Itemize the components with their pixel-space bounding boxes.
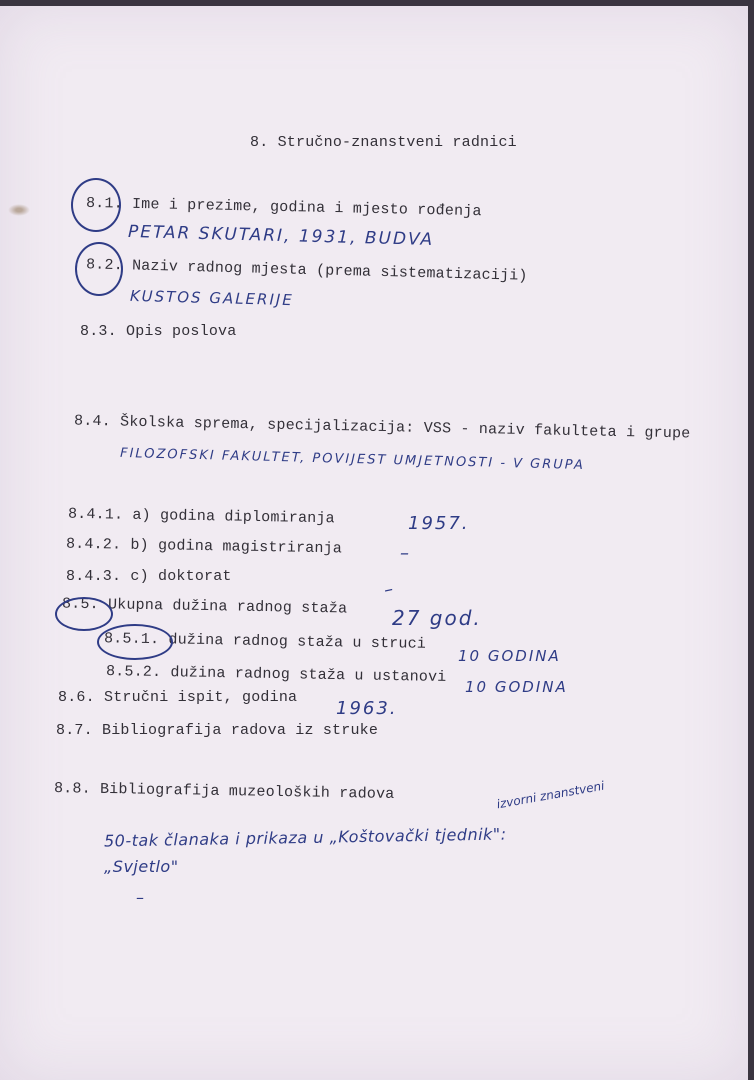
hw-note-line-1: 50-tak članaka i prikaza u „Koštovački tjednik": bbox=[103, 824, 507, 851]
hw-position: KUSTOS GALERIJE bbox=[129, 286, 295, 310]
hw-total-service: 27 god. bbox=[392, 606, 482, 630]
hw-dash: – bbox=[136, 888, 146, 907]
item-8-6: 8.6. Stručni ispit, godina bbox=[58, 689, 298, 706]
hw-service-field: 10 GODINA bbox=[458, 647, 561, 665]
hw-exam-year: 1963. bbox=[336, 698, 398, 719]
item-8-4-2: 8.4.2. b) godina magistriranja bbox=[65, 535, 343, 558]
hw-faculty: FILOZOFSKI FAKULTET, POVIJEST UMJETNOSTI - V GRUPA bbox=[119, 445, 586, 474]
hw-diploma-year: 1957. bbox=[408, 513, 470, 534]
item-8-2: 8.2. Naziv radnog mjesta (prema sistematizaciji) bbox=[85, 256, 528, 285]
item-8-4-3: 8.4.3. c) doktorat bbox=[66, 568, 232, 585]
item-8-3: 8.3. Opis poslova bbox=[80, 323, 237, 340]
hw-name-birth: PETAR SKUTARI, 1931, BUDVA bbox=[127, 221, 435, 251]
hw-service-institution: 10 GODINA bbox=[465, 678, 568, 696]
page-title: 8. Stručno-znanstveni radnici bbox=[250, 134, 517, 151]
item-8-8: 8.8. Bibliografija muzeoloških radova bbox=[53, 780, 395, 803]
circle-mark-8-1 bbox=[71, 178, 121, 232]
item-8-1: 8.1. Ime i prezime, godina i mjesto rođenja bbox=[85, 194, 482, 221]
item-8-4: 8.4. Školska sprema, specijalizacija: VSS - naziv fakulteta i grupe bbox=[73, 412, 691, 443]
document-page bbox=[0, 6, 748, 1080]
hw-magistr: – bbox=[400, 543, 411, 564]
item-8-5: 8.5. Ukupna dužina radnog staža bbox=[61, 595, 348, 618]
item-8-5-2: 8.5.2. dužina radnog staža u ustanovi bbox=[105, 663, 447, 686]
circle-mark-8-2 bbox=[75, 242, 123, 296]
hw-note-above: izvorni znanstveni bbox=[495, 778, 606, 812]
hw-note-line-2: „Svjetlo" bbox=[104, 857, 179, 876]
paper-stain bbox=[8, 204, 30, 216]
circle-mark-8-5-1 bbox=[97, 624, 173, 660]
item-8-5-1: 8.5.1. dužina radnog staža u struci bbox=[103, 630, 427, 653]
circle-mark-8-5 bbox=[55, 597, 113, 631]
item-8-7: 8.7. Bibliografija radova iz struke bbox=[56, 722, 379, 739]
hw-doktorat: – bbox=[381, 578, 398, 601]
item-8-4-1: 8.4.1. a) godina diplomiranja bbox=[67, 505, 335, 528]
